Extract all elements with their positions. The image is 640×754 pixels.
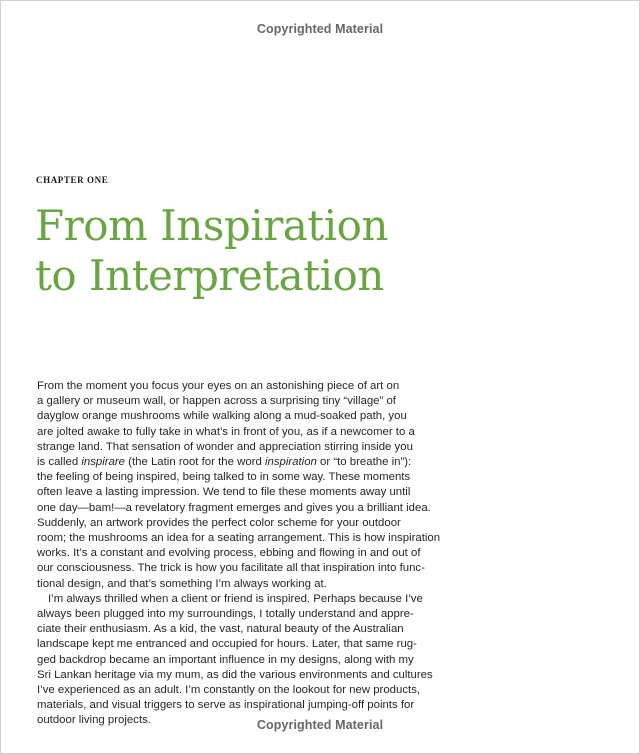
text-line: strange land. That sensation of wonder and appreciation stirring inside you [37,440,413,453]
text-line: tional design, and that’s something I’m always working at. [37,577,327,590]
italic-term-inspirare: inspirare [81,456,126,469]
paragraph-2 [37,592,617,729]
text-line: materials, and visual triggers to serve as inspirational jumping-off points for [37,699,415,712]
text-line: our consciousness. The trick is how you facilitate all that inspiration into func- [37,562,425,575]
text-line: the feeling of being inspired, being talked to in some way. These moments [37,471,411,484]
text-line: From the moment you focus your eyes on an astonishing piece of art on [37,380,400,392]
chapter-title-line-2: to Interpretation [35,251,384,300]
text-line: room; the mushrooms an idea for a seating arrangement. This is how inspiration [37,532,441,545]
text-line-mixed [37,455,617,470]
text-line: ged backdrop became an important influence in my designs, along with my [37,653,414,666]
text-line: dayglow orange mushrooms while walking along a mud-soaked path, you [37,410,407,423]
text-run: or “to breathe in”): [316,456,412,469]
watermark-bottom: Copyrighted Material [256,718,384,732]
text-run: is called [37,456,82,469]
text-line: a gallery or museum wall, or happen across a surprising tiny “village” of [37,395,396,408]
text-line: works. It’s a constant and evolving process, ebbing and flowing in and out of [37,547,421,560]
text-line: often leave a lasting impression. We tend to file these moments away until [37,486,411,499]
text-line: Sri Lankan heritage via my mum, as did the various environments and cultures [37,668,433,681]
chapter-label: CHAPTER ONE [36,175,109,185]
italic-term-inspiration: inspiration [264,456,317,469]
text-line: are jolted awake to fully take in what’s in front of you, as if a newcomer to a [37,425,415,438]
text-line: ciate their enthusiasm. As a kid, the vast, natural beauty of the Australian [37,623,404,636]
body-text [37,379,617,729]
watermark-top: Copyrighted Material [256,22,384,36]
text-line: always been plugged into my surroundings, I totally understand and appre- [37,608,414,621]
chapter-title [35,201,388,301]
text-line: Suddenly, an artwork provides the perfect color scheme for your outdoor [37,516,401,529]
text-line: I’ve experienced as an adult. I’m constantly on the lookout for new products, [37,684,421,697]
text-line: I’m always thrilled when a client or friend is inspired. Perhaps because I’ve [48,592,423,605]
text-line: one day—bam!—a revelatory fragment emerges and gives you a brilliant idea. [37,501,431,514]
text-line: outdoor living projects. [37,714,151,727]
chapter-title-line-1: From Inspiration [35,201,388,250]
paragraph-1 [37,379,617,592]
text-run: (the Latin root for the word [125,456,265,469]
text-line: landscape kept me entranced and occupied for hours. Later, that same rug- [37,638,417,651]
